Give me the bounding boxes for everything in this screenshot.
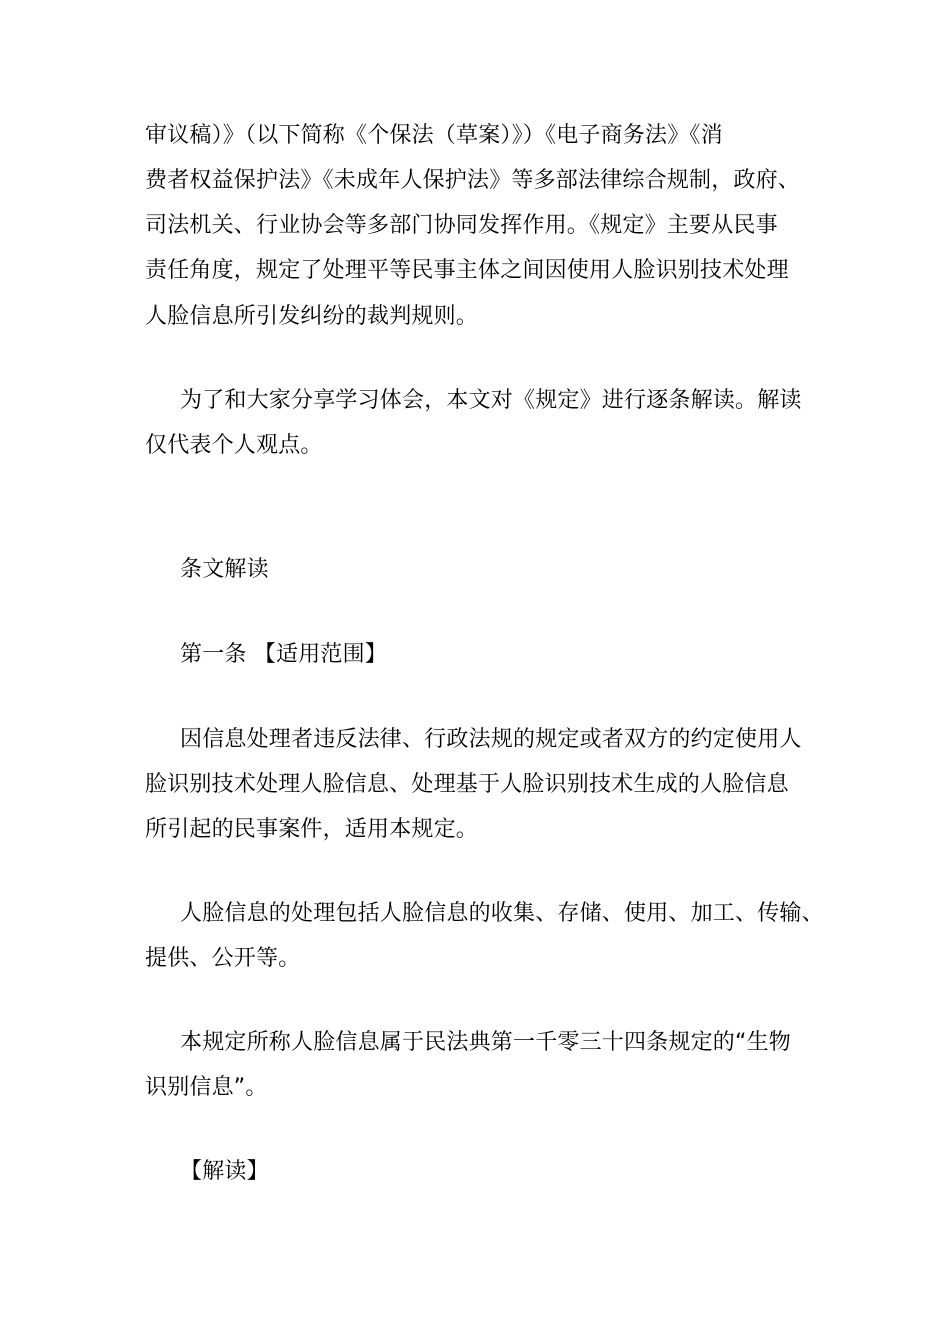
text-line: 审议稿）》（以下简称《个保法（草案）》）《电子商务法》《消 <box>145 123 723 148</box>
text-line: 脸识别技术处理人脸信息、处理基于人脸识别技术生成的人脸信息 <box>145 772 789 797</box>
text-line: 仅代表个人观点。 <box>145 433 323 458</box>
section-heading: 条文解读 <box>180 557 269 582</box>
text-line: 所引起的民事案件，适用本规定。 <box>145 817 479 842</box>
text-line: 提供、公开等。 <box>145 946 301 971</box>
text-line: 司法机关、行业协会等多部门协同发挥作用。《规定》主要从民事 <box>145 213 778 238</box>
text-line: 为了和大家分享学习体会，本文对《规定》进行逐条解读。解读 <box>180 388 802 413</box>
interpretation-heading: 【解读】 <box>180 1159 269 1184</box>
text-line: 识别信息”。 <box>145 1075 268 1100</box>
text-line: 人脸信息所引发纠纷的裁判规则。 <box>145 304 479 329</box>
text-line: 人脸信息的处理包括人脸信息的收集、存储、使用、加工、传输、 <box>180 901 824 926</box>
text-line: 本规定所称人脸信息属于民法典第一千零三十四条规定的“生物 <box>180 1030 791 1055</box>
article-heading: 第一条 【适用范围】 <box>180 642 387 667</box>
text-line: 责任角度，规定了处理平等民事主体之间因使用人脸识别技术处理 <box>145 258 789 283</box>
text-line: 费者权益保护法》《未成年人保护法》等多部法律综合规制，政府、 <box>145 168 801 193</box>
text-line: 因信息处理者违反法律、行政法规的规定或者双方的约定使用人 <box>180 727 802 752</box>
